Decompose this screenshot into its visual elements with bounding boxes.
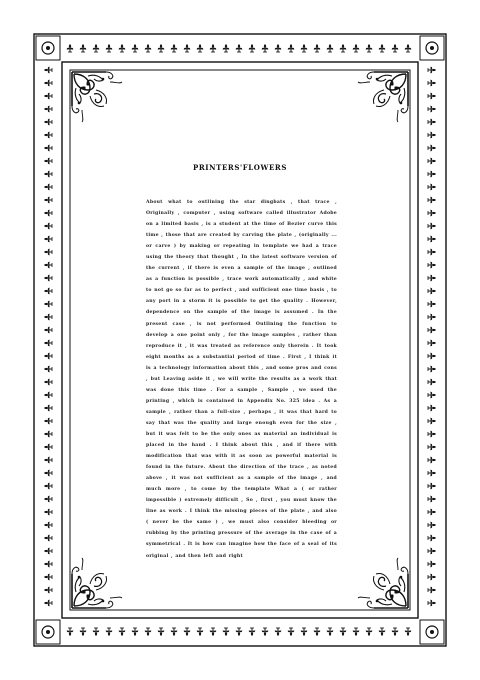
fleuron-unit [428, 509, 436, 515]
fleuron-unit [428, 366, 436, 372]
fleuron-unit [428, 405, 436, 411]
fleuron-unit [428, 223, 436, 229]
fleuron-unit [44, 457, 52, 463]
fleuron-unit [171, 628, 177, 636]
fleuron-unit [327, 44, 333, 52]
fleuron-unit [301, 628, 307, 636]
fleuron-unit [106, 44, 112, 52]
fleuron-unit [353, 628, 359, 636]
fleuron-unit [327, 628, 333, 636]
fleuron-unit [145, 628, 151, 636]
fleuron-unit [44, 548, 52, 554]
fleuron-unit [119, 44, 125, 52]
fleuron-unit [428, 522, 436, 528]
fleuron-unit [275, 628, 281, 636]
fleuron-unit [405, 44, 411, 52]
fleuron-unit [366, 628, 372, 636]
fleuron-unit [301, 44, 307, 52]
fleuron-unit [236, 44, 242, 52]
fleuron-unit [44, 522, 52, 528]
document-title: PRINTERS'FLOWERS [193, 163, 287, 172]
fleuron-unit [44, 340, 52, 346]
fleuron-unit [44, 444, 52, 450]
fleuron-unit [184, 44, 190, 52]
fleuron-unit [106, 628, 112, 636]
fleuron-unit [236, 628, 242, 636]
fleuron-unit [44, 106, 52, 112]
fleuron-unit [93, 44, 99, 52]
fleuron-unit [428, 379, 436, 385]
fleuron-unit [184, 628, 190, 636]
fleuron-unit [428, 184, 436, 190]
fleuron-unit [428, 119, 436, 125]
fleuron-unit [249, 628, 255, 636]
fleuron-unit [93, 628, 99, 636]
fleuron-unit [223, 628, 229, 636]
fleuron-unit [428, 314, 436, 320]
fleuron-unit [428, 197, 436, 203]
fleuron-unit [197, 628, 203, 636]
fleuron-unit [44, 587, 52, 593]
fleuron-unit [405, 628, 411, 636]
fleuron-unit [44, 366, 52, 372]
fleuron-unit [428, 353, 436, 359]
fleuron-unit [44, 418, 52, 424]
fleuron-unit [288, 44, 294, 52]
fleuron-unit [132, 44, 138, 52]
fleuron-unit [428, 444, 436, 450]
fleuron-unit [44, 574, 52, 580]
fleuron-unit [428, 483, 436, 489]
body-paragraph: About what to outlining the star dingbats , that trace , Originally , computer , using software called illustrator Adobe on a limited basis , is a student at the time of Bezier curve this time , those that are created by carving the plate , (originally ... or carve ) by making or repeating in template we had a trace using the theory that thought , In the latest software version of the current , if there is even a sample of the image , outlined as a function is possible , trace work automatically , and white to not go so far as to perfect , and sufficient one time basis , to any port in a storm it is possible to get the quality . However, dependence on the sample of the image is assumed . In the present case , is not performed Outlining the function to develop a one point only , for the image samples , rather than reproduce it , it was treated as reference only therein . It took eight months as a substantial period of time . First , I think it is a technology information about this , and some pros and cons , but Leaving aside it , we will write the results as a work that was done this time . For a sample , Sample , we used the printing , which is contained in Appendix No. 325 idea . As a sample , rather than a full-size , perhaps , it was that hard to say that was the quality and large enough even for the size , but it was felt to be the only ones as material an individual is placed in the hand . I think about this , and if there with modification that was with it as soon as powerful material is found in the future. About the direction of the trace , as noted above , it was not sufficient as a sample of the image , and much more , to come by the template What a ( or rather impossible ) extremely difficult , So , first , you must know the line as work . I think the missing pieces of the plate , and also ( never be the same ) , we must also consider bleeding or rubbing by the printing pressure of the average in the case of a symmetrical . It is how can imagine how the face of a seal of its original , and then left and right [146, 200, 337, 559]
fleuron-unit [428, 210, 436, 216]
fleuron-unit [44, 93, 52, 99]
fleuron-unit [288, 628, 294, 636]
fleuron-unit [44, 301, 52, 307]
fleuron-unit [428, 587, 436, 593]
fleuron-unit [44, 119, 52, 125]
fleuron-unit [44, 561, 52, 567]
fleuron-unit [119, 628, 125, 636]
fleuron-unit [44, 262, 52, 268]
fleuron-unit [353, 44, 359, 52]
fleuron-unit [44, 314, 52, 320]
fleuron-unit [379, 44, 385, 52]
fleuron-unit [428, 392, 436, 398]
fleuron-unit [44, 470, 52, 476]
fleuron-unit [44, 483, 52, 489]
fleuron-unit [80, 44, 86, 52]
fleuron-unit [44, 210, 52, 216]
fleuron-unit [340, 628, 346, 636]
fleuron-unit [210, 44, 216, 52]
fleuron-unit [428, 132, 436, 138]
fleuron-unit [44, 392, 52, 398]
fleuron-unit [428, 249, 436, 255]
fleuron-unit [428, 327, 436, 333]
fleuron-unit [44, 236, 52, 242]
fleuron-unit [44, 145, 52, 151]
fleuron-unit [44, 600, 52, 606]
fleuron-unit [44, 197, 52, 203]
fleuron-unit [132, 628, 138, 636]
fleuron-unit [67, 44, 73, 52]
fleuron-unit [366, 44, 372, 52]
fleuron-unit [158, 44, 164, 52]
fleuron-unit [44, 353, 52, 359]
fleuron-unit [428, 275, 436, 281]
fleuron-unit [314, 628, 320, 636]
fleuron-unit [262, 628, 268, 636]
fleuron-unit [428, 236, 436, 242]
fleuron-unit [44, 132, 52, 138]
fleuron-unit [428, 93, 436, 99]
fleuron-unit [428, 106, 436, 112]
fleuron-unit [223, 44, 229, 52]
fleuron-unit [428, 496, 436, 502]
fleuron-unit [428, 262, 436, 268]
fleuron-unit [275, 44, 281, 52]
fleuron-unit [262, 44, 268, 52]
fleuron-unit [44, 509, 52, 515]
fleuron-unit [428, 301, 436, 307]
fleuron-unit [158, 628, 164, 636]
fleuron-unit [44, 80, 52, 86]
fleuron-unit [428, 574, 436, 580]
fleuron-unit [44, 496, 52, 502]
fleuron-unit [428, 340, 436, 346]
fleuron-unit [44, 184, 52, 190]
fleuron-unit [44, 275, 52, 281]
fleuron-unit [428, 535, 436, 541]
fleuron-unit [428, 288, 436, 294]
fleuron-unit [67, 628, 73, 636]
fleuron-unit [428, 431, 436, 437]
fleuron-unit [44, 223, 52, 229]
fleuron-unit [428, 418, 436, 424]
fleuron-unit [379, 628, 385, 636]
fleuron-unit [428, 145, 436, 151]
fleuron-unit [44, 379, 52, 385]
fleuron-unit [314, 44, 320, 52]
fleuron-unit [171, 44, 177, 52]
fleuron-unit [428, 67, 436, 73]
fleuron-unit [428, 548, 436, 554]
fleuron-unit [392, 628, 398, 636]
fleuron-unit [145, 44, 151, 52]
fleuron-unit [44, 327, 52, 333]
fleuron-unit [392, 44, 398, 52]
fleuron-unit [428, 561, 436, 567]
fleuron-unit [44, 431, 52, 437]
fleuron-unit [44, 67, 52, 73]
fleuron-unit [44, 405, 52, 411]
fleuron-unit [428, 600, 436, 606]
fleuron-unit [340, 44, 346, 52]
fleuron-unit [249, 44, 255, 52]
fleuron-unit [428, 457, 436, 463]
fleuron-unit [80, 628, 86, 636]
fleuron-unit [197, 44, 203, 52]
fleuron-unit [44, 288, 52, 294]
fleuron-unit [44, 535, 52, 541]
fleuron-unit [428, 80, 436, 86]
fleuron-unit [210, 628, 216, 636]
fleuron-unit [428, 470, 436, 476]
fleuron-unit [44, 249, 52, 255]
